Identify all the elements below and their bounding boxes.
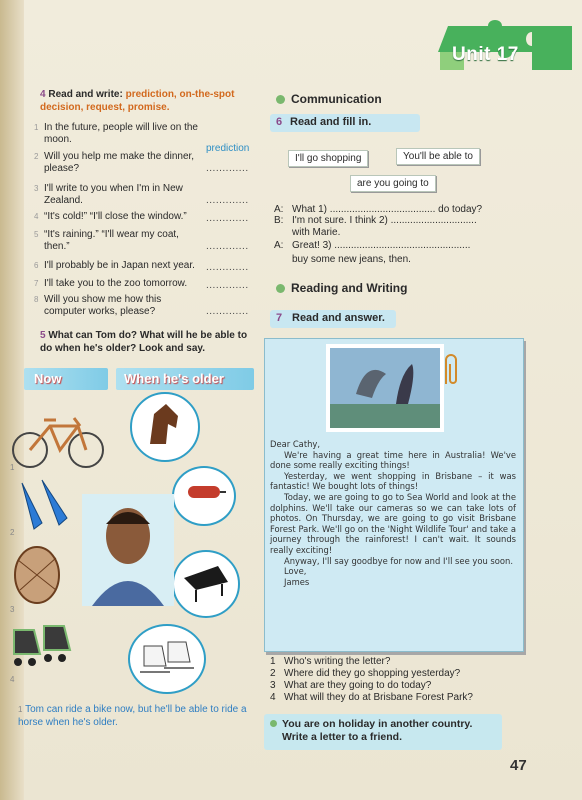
ex5-example-text: Tom can ride a bike now, but he'll be able to ride a horse when he's older. <box>18 704 247 728</box>
task-bullet-icon <box>270 720 277 727</box>
page-number: 47 <box>510 757 527 774</box>
ex4-item-number: 8 <box>34 295 39 304</box>
ex5-example <box>18 703 254 729</box>
ex4-terms: prediction, on-the-spot decision, request, promise. <box>40 89 235 113</box>
letter-signature: James <box>284 576 310 587</box>
section-bullet-icon <box>276 95 285 104</box>
ex4-item-text: Will you help me make the dinner, please? <box>44 151 195 174</box>
banner-older <box>116 368 254 390</box>
ex4-item-text: I'll write to you when I'm in New Zealand. <box>44 183 183 206</box>
reading-heading <box>276 282 407 294</box>
question-number: 1 <box>270 656 276 667</box>
dialogue-line: What 1) ...................................... do today? <box>292 204 483 215</box>
ex4-item-text: Will you show me how this computer works, please? <box>44 294 162 317</box>
ex4-item-text: I'll probably be in Japan next year. <box>44 260 195 271</box>
bike-icon <box>8 412 108 472</box>
ex6-number: 6 <box>276 116 283 128</box>
bubble-horse <box>130 392 200 462</box>
question-text: What are they going to do today? <box>284 680 432 691</box>
ex4-item-number: 4 <box>34 212 39 221</box>
bubble-piano <box>172 550 240 618</box>
ex4-item-number: 1 <box>34 123 39 132</box>
letter-paragraph: Yesterday, we went shopping in Brisbane – it was fantastic! We bought lots of things! <box>270 470 516 492</box>
ex5-text: What can Tom do? What will he be able to do when he's older? Look and say. <box>40 330 248 354</box>
dolphin-photo <box>326 344 444 432</box>
ex6-instruction: Read and fill in. <box>290 116 372 128</box>
ex4-item-text: “It's raining.” “I'll wear my coat, then.” <box>44 229 179 252</box>
letter-closing: Love, <box>284 566 307 577</box>
ex4-item-text: “It's cold!” “I'll close the window.” <box>44 211 187 222</box>
question-text: Where did they go shopping yesterday? <box>284 668 461 679</box>
dialogue-speaker: A: <box>274 204 284 215</box>
ex4-item-number: 6 <box>34 261 39 270</box>
writing-task-pill <box>264 714 502 750</box>
rollerblades-icon <box>8 620 78 672</box>
ex4-item-text: I'll take you to the zoo tomorrow. <box>44 278 188 289</box>
dialogue-line: Great! 3) ................................................. <box>292 240 471 251</box>
bubble-diving <box>172 466 236 526</box>
section-bullet-icon <box>276 284 285 293</box>
ex4-answer-blank[interactable]: ............. <box>206 262 249 273</box>
ex4-item-number: 3 <box>34 184 39 193</box>
word-box-3: are you going to <box>350 175 436 192</box>
ex4-example-answer: prediction <box>206 143 250 154</box>
drum-icon <box>10 540 65 610</box>
reading-title: Reading and Writing <box>291 281 408 295</box>
ex4-instruction <box>40 88 250 114</box>
ex4-item-text: In the future, people will live on the moon. <box>44 122 198 145</box>
ex5-instruction <box>40 329 250 355</box>
bubble-skates <box>128 624 206 694</box>
row-number-2: 2 <box>10 528 15 537</box>
ex4-answer-blank[interactable]: ............. <box>206 241 249 252</box>
question-text: Who's writing the letter? <box>284 656 391 667</box>
paperclip-icon <box>440 352 462 388</box>
ex7-number: 7 <box>276 312 283 324</box>
horse-icon <box>132 394 198 460</box>
writing-task-text: You are on holiday in another country. Write a letter to a friend. <box>282 718 473 743</box>
ex4-item-number: 2 <box>34 152 39 161</box>
ex4-answer-blank[interactable]: ............. <box>206 163 249 174</box>
ex4-answer-blank[interactable]: ............. <box>206 213 249 224</box>
question-number: 2 <box>270 668 276 679</box>
dialogue-speaker: B: <box>274 215 284 226</box>
flippers-icon <box>12 478 82 533</box>
ice-skates-icon <box>130 626 204 692</box>
ex6-instruction-pill <box>270 114 420 132</box>
banner-older-label: When he's older <box>124 371 224 386</box>
ex5-number: 5 <box>40 330 46 341</box>
ex4-answer-blank[interactable]: ............. <box>206 280 249 291</box>
dialogue-line: with Marie. <box>292 227 341 238</box>
communication-heading <box>276 93 382 105</box>
ex4-lead: Read and write: <box>48 89 126 100</box>
ex4-item-number: 7 <box>34 279 39 288</box>
question-number: 4 <box>270 692 276 703</box>
word-box-1: I'll go shopping <box>288 150 368 167</box>
question-number: 3 <box>270 680 276 691</box>
banner-now <box>24 368 108 390</box>
ex5-example-number: 1 <box>18 705 23 714</box>
unit-label: Unit 17 <box>452 44 519 65</box>
tom-portrait <box>82 494 174 606</box>
scuba-tank-icon <box>174 468 234 524</box>
dialogue-speaker: A: <box>274 240 284 251</box>
word-box-2: You'll be able to <box>396 148 480 165</box>
dialogue-line: buy some new jeans, then. <box>292 254 411 265</box>
row-number-3: 3 <box>10 605 15 614</box>
letter-paragraph: Today, we are going to go to Sea World and look at the dolphins. We'll take our cameras so we can take lots of photos. On Thursday, we are going to go visit Brisbane Forest Park. We'll go on the 'Night Wildlife Tour' and take a journey through the rainforest! I can't wait. It sounds really exciting! <box>270 491 516 555</box>
letter-paragraph: Anyway, I'll say goodbye for now and I'll see you soon. <box>284 555 514 566</box>
letter-paragraph: We're having a great time here in Australia! We've done some really exciting things! <box>270 449 516 471</box>
ex4-item-number: 5 <box>34 230 39 239</box>
ex4-answer-blank[interactable]: ............. <box>206 195 249 206</box>
letter-greeting: Dear Cathy, <box>270 439 321 449</box>
banner-now-label: Now <box>34 371 62 386</box>
dialogue-line: I'm not sure. I think 2) ............................... <box>292 215 477 226</box>
ex4-number: 4 <box>40 89 46 100</box>
letter-body <box>270 439 516 587</box>
row-number-1: 1 <box>10 463 15 472</box>
piano-icon <box>174 552 238 616</box>
communication-title: Communication <box>291 92 382 106</box>
question-text: What will they do at Brisbane Forest Park? <box>284 692 473 703</box>
ex7-instruction: Read and answer. <box>292 312 385 324</box>
ex4-answer-blank[interactable]: ............. <box>206 306 249 317</box>
ex7-instruction-pill <box>270 310 396 328</box>
row-number-4: 4 <box>10 675 15 684</box>
